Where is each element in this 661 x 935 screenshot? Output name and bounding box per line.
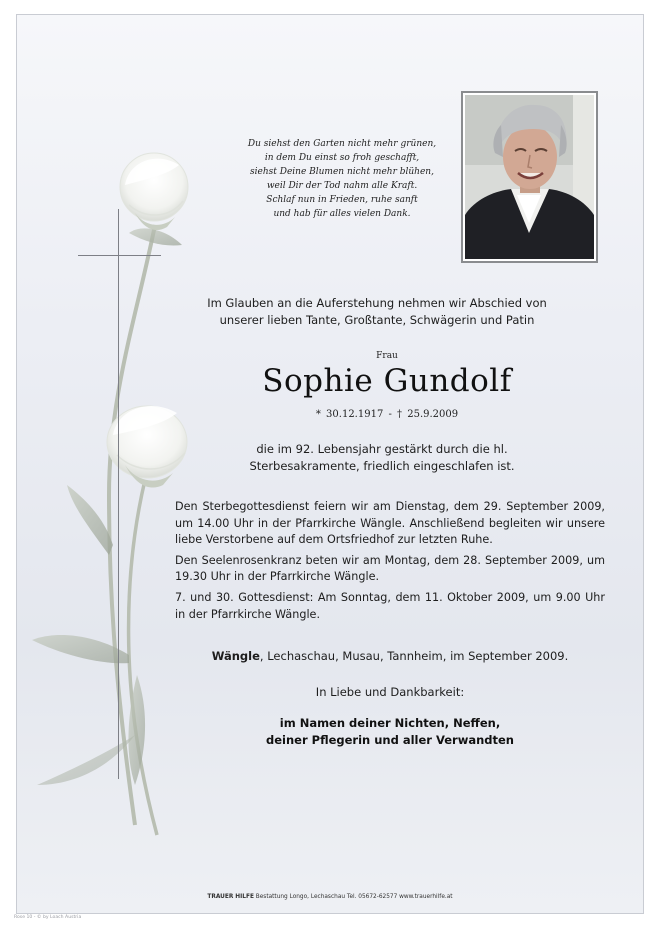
portrait-photo — [461, 91, 598, 263]
cross-horizontal-line — [78, 255, 161, 256]
death-circumstances — [202, 441, 562, 475]
poem-line: siehst Deine Blumen nicht mehr blühen, — [250, 167, 434, 177]
circumstances-line: die im 92. Lebensjahr gestärkt durch die hl. — [256, 442, 508, 456]
main-place: Wängle — [211, 649, 260, 663]
other-places: , Lechaschau, Musau, Tannheim, im September 2009. — [259, 649, 569, 663]
intro-line: unserer lieben Tante, Großtante, Schwägerin und Patin — [219, 313, 535, 327]
places-and-date — [175, 649, 605, 663]
poem-line: Du siehst den Garten nicht mehr grünen, — [247, 139, 437, 149]
poem-line: und hab für alles vielen Dank. — [273, 209, 411, 219]
poem-line: Schlaf nun in Frieden, ruhe sanft — [266, 195, 418, 205]
intro-line: Im Glauben an die Auferstehung nehmen wir Abschied von — [207, 296, 547, 310]
mourners-signature — [175, 715, 605, 749]
circumstances-line: Sterbesakramente, friedlich eingeschlafen ist. — [249, 459, 515, 473]
portrait-image — [465, 95, 594, 259]
signature-line: im Namen deiner Nichten, Neffen, — [279, 716, 501, 730]
service-details — [175, 499, 605, 627]
corner-copyright-note: Rose 10 - © by Loach Austria — [14, 915, 82, 920]
footer-company: TRAUER HILFE — [207, 894, 254, 900]
intro-text — [177, 295, 577, 329]
footer-contact: Bestattung Longo, Lechaschau Tel. 05672-62577 www.trauerhilfe.at — [253, 894, 453, 900]
parte-card — [16, 14, 644, 914]
poem-line: weil Dir der Tod nahm alle Kraft. — [266, 181, 418, 191]
cross-vertical-line — [118, 209, 119, 779]
salutation: Frau — [376, 351, 398, 361]
footer-credit — [17, 894, 643, 900]
closing-phrase: In Liebe und Dankbarkeit: — [315, 685, 465, 699]
signature-line: deiner Pflegerin und aller Verwandten — [266, 733, 514, 747]
deceased-name: Sophie Gundolf — [262, 363, 512, 399]
memorial-services-text: 7. und 30. Gottesdienst: Am Sonntag, dem 11. Oktober 2009, um 9.00 Uhr in der Pfarrkirche Wängle. — [175, 590, 605, 621]
rosary-text: Den Seelenrosenkranz beten wir am Montag, dem 28. September 2009, um 19.30 Uhr in der Pfarrkirche Wängle. — [175, 553, 605, 584]
funeral-service-text: Den Sterbegottesdienst feiern wir am Dienstag, dem 29. September 2009, um 14.00 Uhr in der Pfarrkirche Wängle. Anschließend begleiten wir unsere liebe Verstorbene auf dem Ortsfriedhof zur letzten Ruhe. — [175, 500, 605, 547]
poem-line: in dem Du einst so froh geschafft, — [264, 153, 420, 163]
memorial-poem — [217, 137, 467, 221]
life-dates: * 30.12.1917 - † 25.9.2009 — [315, 409, 459, 420]
